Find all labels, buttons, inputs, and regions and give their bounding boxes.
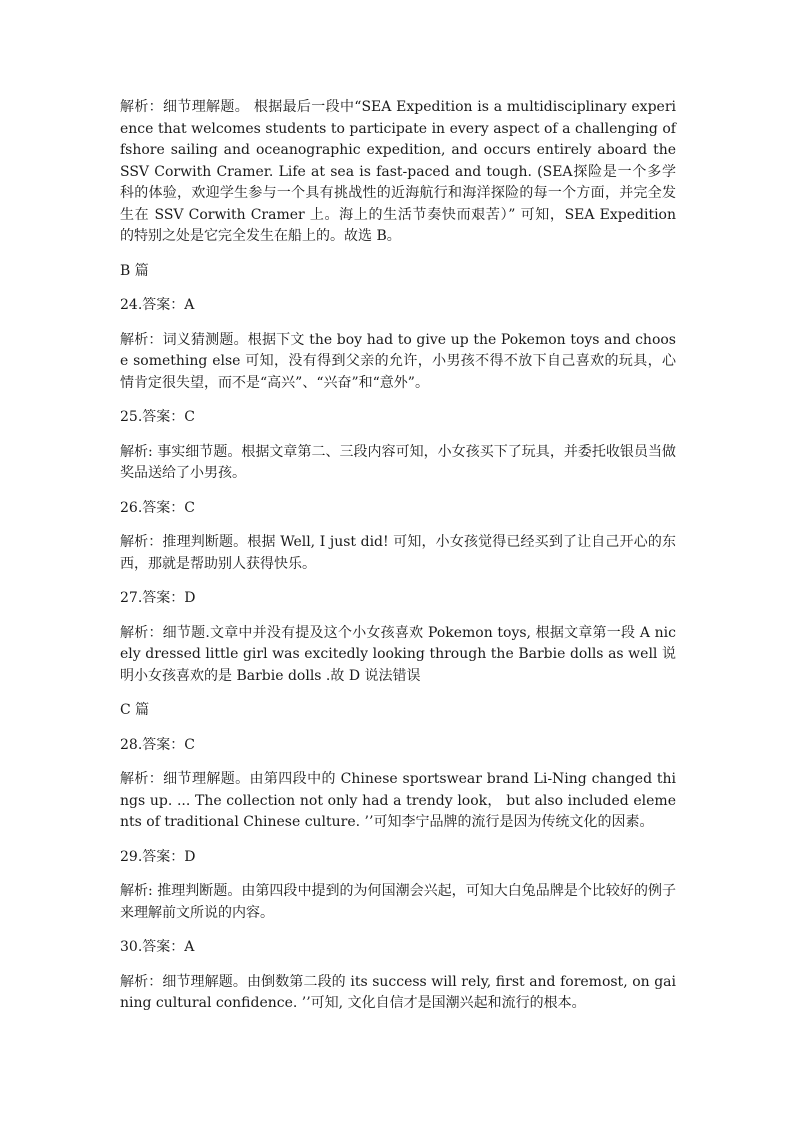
- analysis-paragraph: 解析：细节理解题。由第四段中的 Chinese sportswear brand Li-Ning changed things up. ... The collection not only had a trendy look， but also included elements of traditional Chinese culture. ’’可知李宁品牌的流行是因为传统文化的因素。: [120, 771, 676, 830]
- answer-line: 30.答案：A: [120, 939, 195, 955]
- answer-line: 25.答案：C: [120, 409, 195, 425]
- analysis-paragraph: 解析: 事实细节题。根据文章第二、三段内容可知，小女孩买下了玩具，并委托收银员当做奖品送给了小男孩。: [120, 443, 676, 481]
- answer-line: 27.答案：D: [120, 590, 196, 606]
- analysis-paragraph: 解析：词义猜测题。根据下文 the boy had to give up the Pokemon toys and choose something else 可知，没有得到父亲的允许，小男孩不得不放下自己喜欢的玩具，心情肯定很失望，而不是“高兴”、“兴奋”和“意外”。: [120, 331, 676, 391]
- answer-line: 28.答案：C: [120, 736, 195, 753]
- analysis-paragraph: 解析: 推理判断题。由第四段中提到的为何国潮会兴起，可知大白兔品牌是个比较好的例子来理解前文所说的内容。: [120, 883, 676, 921]
- analysis-paragraph: 解析：细节题.文章中并没有提及这个小女孩喜欢 Pokemon toys, 根据文章第一段 A nicely dressed little girl was excitedly looking through the Barbie dolls as well 说明小女孩喜欢的是 Barbie dolls .故 D 说法错误: [120, 624, 676, 684]
- answer-line: 24.答案：A: [120, 297, 195, 313]
- answer-line: 29.答案：D: [120, 848, 196, 865]
- analysis-paragraph: 解析：细节理解题。 根据最后一段中“SEA Expedition is a multidisciplinary experience that welcomes students to participate in every aspect of a challenging offshore sailing and oceanographic expedition, and occurs entirely aboard the SSV Corwith Cramer. Life at sea is fast-paced and tough. (SEA探险是一个多学科的体验，欢迎学生参与一个具有挑战性的近海航行和海洋探险的每一个方面，并完全发生在 SSV Corwith Cramer 上。海上的生活节奏快而艰苦）” 可知，SEA Expedition 的特别之处是它完全发生在船上的。故选 B。: [120, 99, 676, 244]
- document-body: [120, 97, 676, 1028]
- analysis-paragraph: 解析：细节理解题。由倒数第二段的 its success will rely, first and foremost, on gaining cultural confidence. ’’可知, 文化自信才是国潮兴起和流行的根本。: [120, 973, 676, 1011]
- section-heading: C 篇: [120, 702, 150, 718]
- analysis-paragraph: 解析：推理判断题。根据 Well, I just did! 可知，小女孩觉得已经买到了让自己开心的东西，那就是帮助别人获得快乐。: [120, 534, 676, 572]
- section-heading: B 篇: [120, 262, 149, 279]
- answer-line: 26.答案：C: [120, 499, 195, 516]
